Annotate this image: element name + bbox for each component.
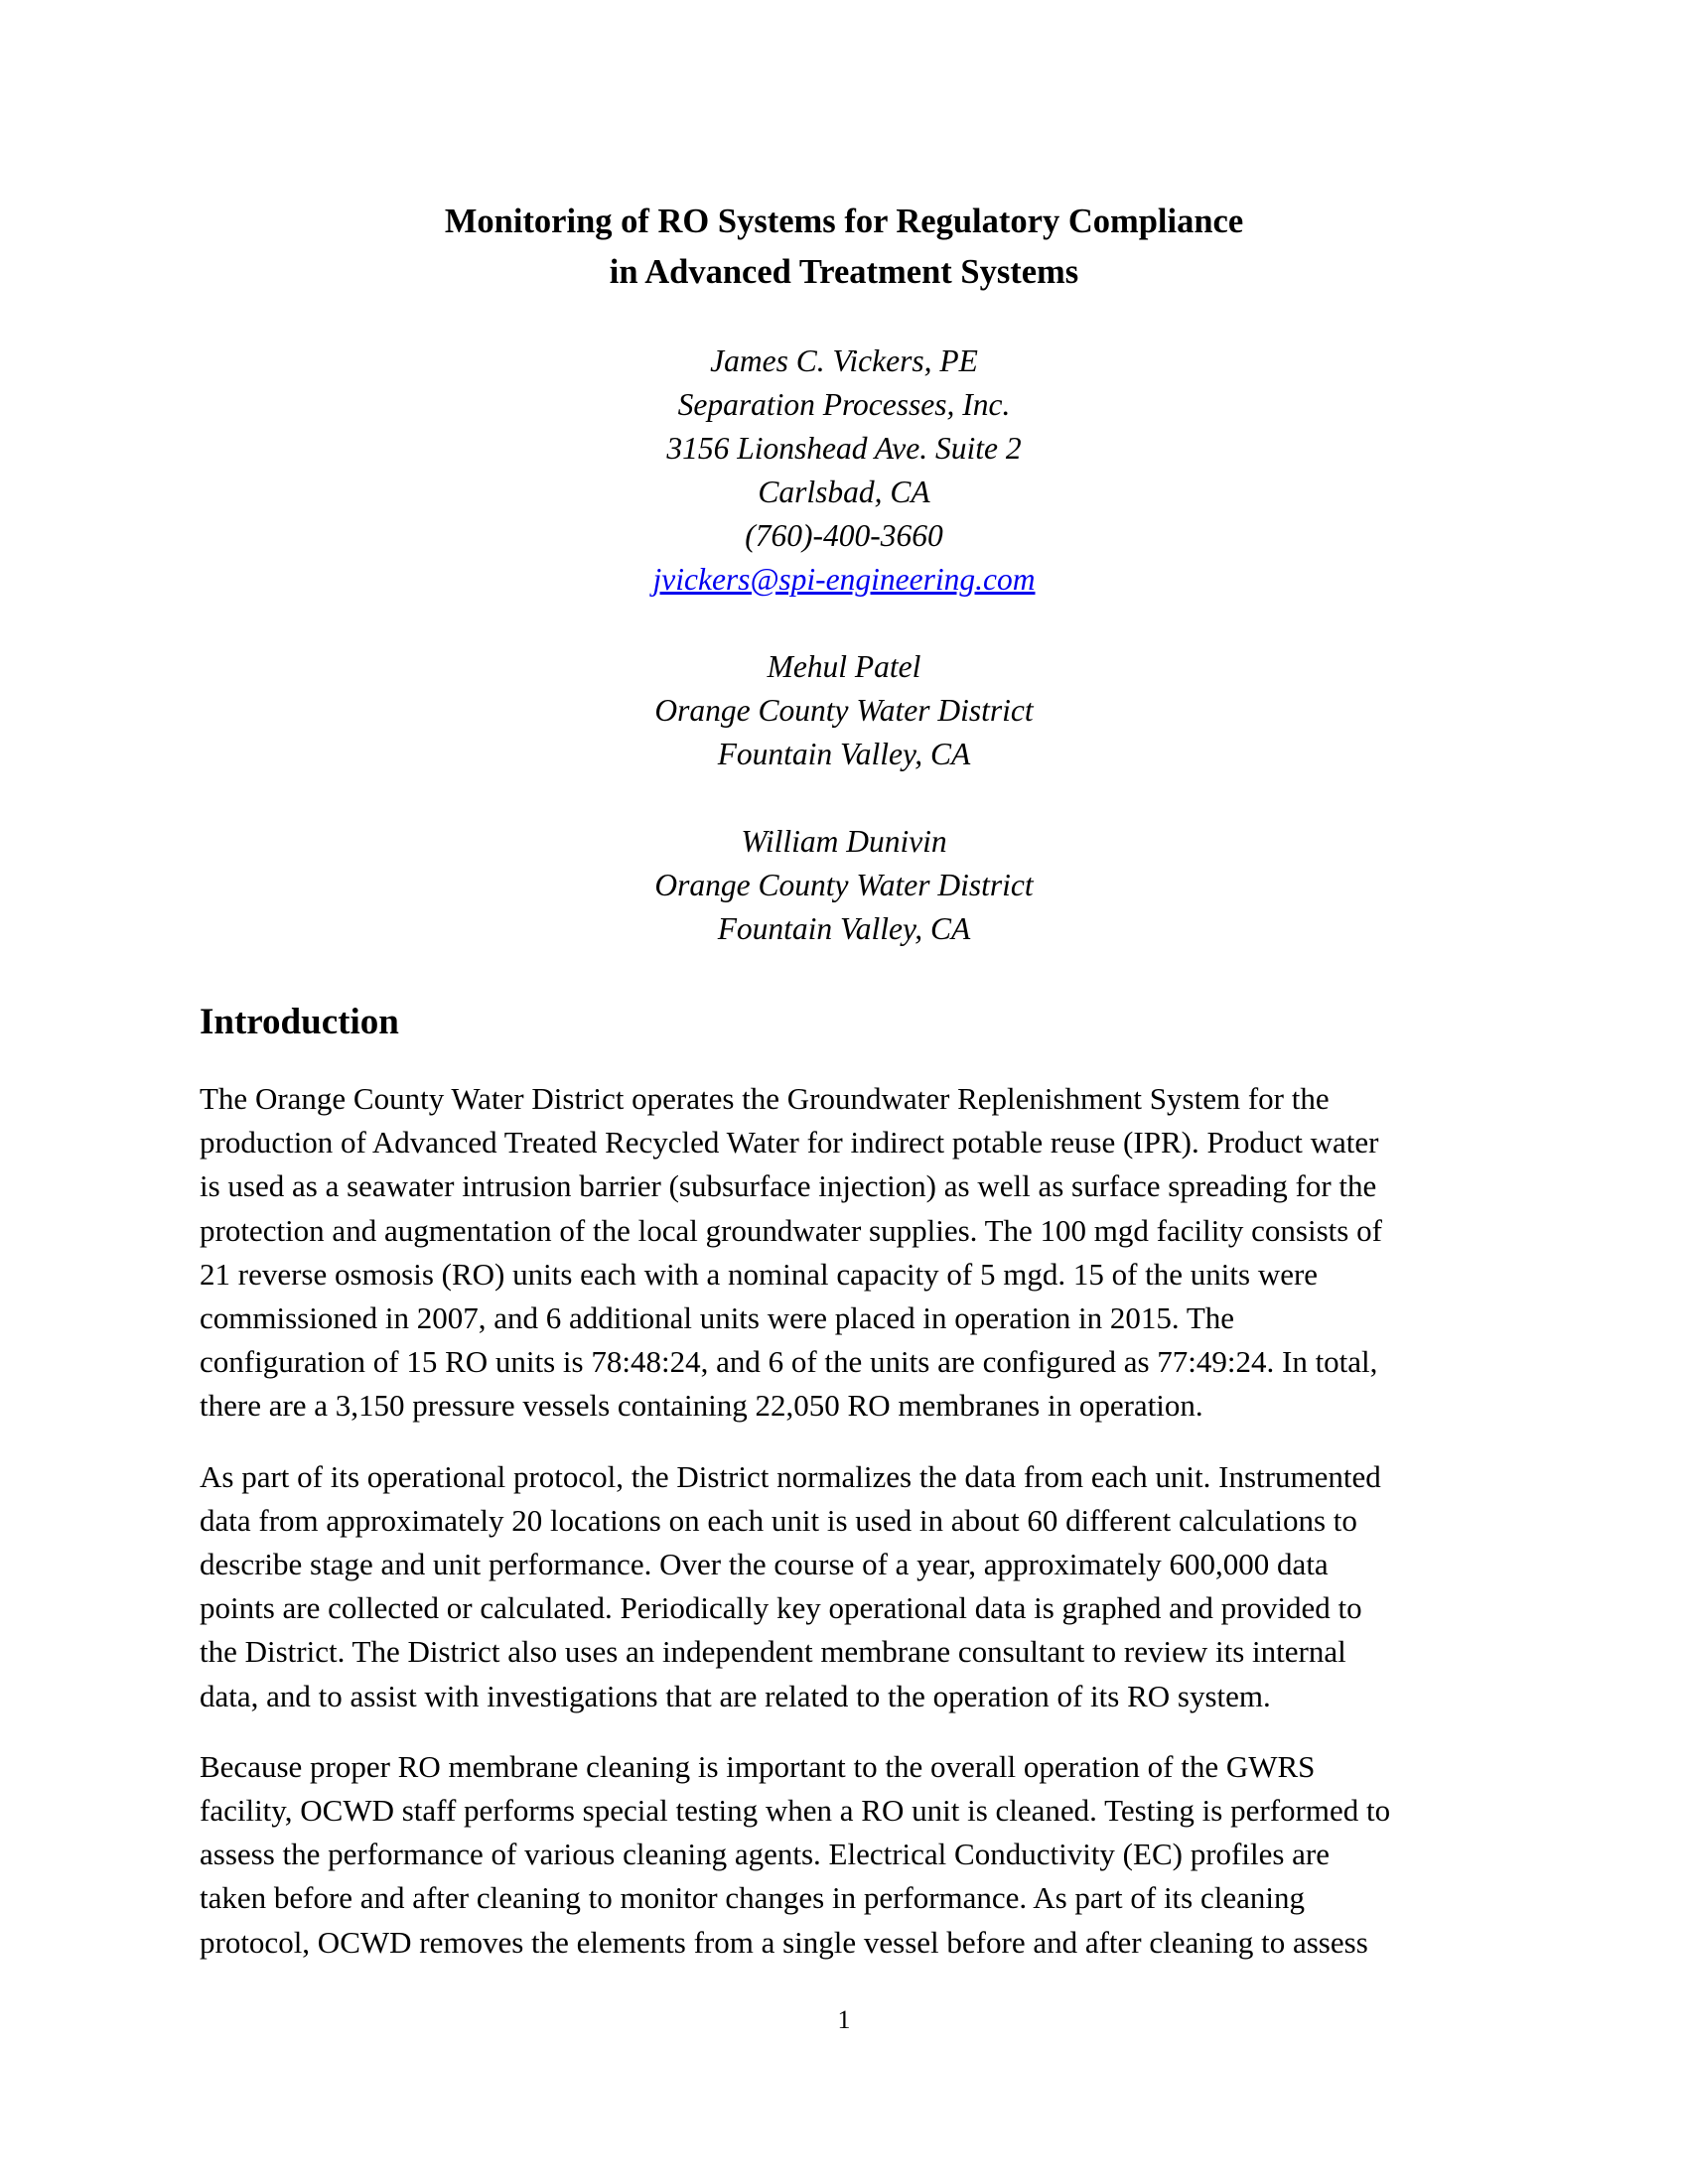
text-line: protection and augmentation of the local groundwater supplies. The 100 mgd facility consists of bbox=[200, 1212, 1382, 1248]
author-block-3 bbox=[0, 820, 1688, 951]
author-organization: Orange County Water District bbox=[654, 868, 1034, 902]
author-block-2 bbox=[0, 645, 1688, 776]
text-line: 21 reverse osmosis (RO) units each with a nominal capacity of 5 mgd. 15 of the units were bbox=[200, 1256, 1319, 1292]
author-phone: (760)-400-3660 bbox=[745, 518, 943, 553]
author-city: Fountain Valley, CA bbox=[717, 911, 971, 946]
text-line: production of Advanced Treated Recycled Water for indirect potable reuse (IPR). Product water bbox=[200, 1125, 1379, 1160]
text-line: configuration of 15 RO units is 78:48:24, and 6 of the units are configured as 77:49:24. In total, bbox=[200, 1344, 1378, 1380]
text-line: there are a 3,150 pressure vessels containing 22,050 RO membranes in operation. bbox=[200, 1388, 1203, 1424]
author-email-link[interactable]: jvickers@spi-engineering.com bbox=[652, 562, 1036, 597]
author-name: William Dunivin bbox=[741, 824, 947, 859]
page-number: 1 bbox=[837, 2005, 851, 2034]
text-line: protocol, OCWD removes the elements from a single vessel before and after cleaning to assess bbox=[200, 1924, 1368, 1960]
text-line: taken before and after cleaning to monitor changes in performance. As part of its cleaning bbox=[200, 1880, 1305, 1916]
paragraph-2 bbox=[200, 1455, 1500, 1718]
text-line: assess the performance of various cleaning agents. Electrical Conductivity (EC) profiles are bbox=[200, 1837, 1330, 1872]
section-heading-introduction: Introduction bbox=[200, 1002, 399, 1042]
paragraph-1 bbox=[200, 1077, 1500, 1429]
paragraph-3 bbox=[200, 1745, 1500, 1965]
text-line: data, and to assist with investigations that are related to the operation of its RO system. bbox=[200, 1678, 1271, 1713]
text-line: is used as a seawater intrusion barrier (subsurface injection) as well as surface spreading for the bbox=[200, 1168, 1377, 1204]
body-text bbox=[200, 1077, 1500, 1991]
author-list bbox=[0, 340, 1688, 995]
text-line: the District. The District also uses an independent membrane consultant to review its internal bbox=[200, 1634, 1346, 1670]
text-line: points are collected or calculated. Periodically key operational data is graphed and provided to bbox=[200, 1590, 1362, 1626]
author-address: 3156 Lionshead Ave. Suite 2 bbox=[666, 431, 1022, 466]
text-line: data from approximately 20 locations on each unit is used in about 60 different calculations to bbox=[200, 1502, 1357, 1538]
text-line: The Orange County Water District operates the Groundwater Replenishment System for the bbox=[200, 1081, 1330, 1116]
title-line-1: Monitoring of RO Systems for Regulatory Compliance bbox=[444, 203, 1244, 240]
text-line: As part of its operational protocol, the District normalizes the data from each unit. Instrumented bbox=[200, 1458, 1381, 1494]
author-organization: Orange County Water District bbox=[654, 693, 1034, 728]
author-name: Mehul Patel bbox=[767, 649, 921, 684]
text-line: describe stage and unit performance. Over the course of a year, approximately 600,000 data bbox=[200, 1547, 1329, 1582]
text-line: facility, OCWD staff performs special testing when a RO unit is cleaned. Testing is performed to bbox=[200, 1793, 1391, 1829]
text-line: Because proper RO membrane cleaning is important to the overall operation of the GWRS bbox=[200, 1748, 1316, 1784]
author-city: Fountain Valley, CA bbox=[717, 737, 971, 771]
paper-title bbox=[0, 197, 1688, 298]
author-organization: Separation Processes, Inc. bbox=[677, 387, 1011, 422]
title-line-2: in Advanced Treatment Systems bbox=[609, 253, 1079, 291]
author-block-1 bbox=[0, 340, 1688, 602]
author-name: James C. Vickers, PE bbox=[710, 343, 978, 378]
text-line: commissioned in 2007, and 6 additional units were placed in operation in 2015. The bbox=[200, 1300, 1235, 1336]
author-city: Carlsbad, CA bbox=[758, 475, 930, 509]
